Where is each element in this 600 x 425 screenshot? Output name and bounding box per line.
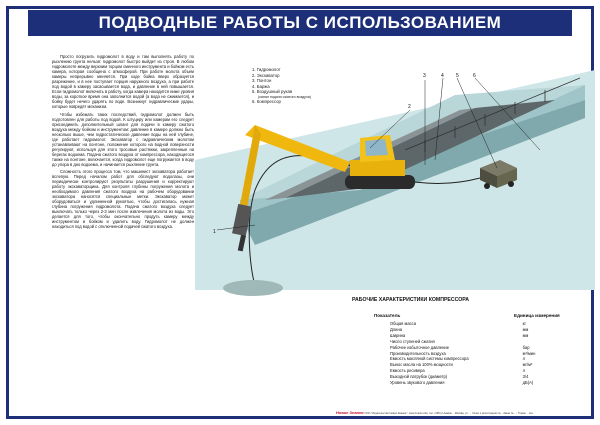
footer: [336, 410, 533, 415]
compressor-spec-table: [352, 297, 570, 386]
spec-unit: л: [522, 368, 526, 374]
spec-unit: кг: [522, 321, 526, 326]
spec-param: Число ступеней сжатия: [390, 338, 435, 344]
paragraph-3: Сложность этого процесса том, что машинист экскаватора работает вслепую. Перед началом работ для обследуют водолазы, они периодически контролируют результаты разрушения и корректируют работу экскаваторщика. Для контроля глубины погружения молота и необходимого давления сжатого воздуха на рабочем оборудовании экскаватора наносятся специальные метки. Экскаватор может оборудоваться и удлиненной рукоятью, чтобы достигалась нужная глубина погружения гидромолота. Подача сжатого воздуха следует выключать только через 2-3 мин после извлечения молота из воды. Это делается для того, чтобы окончательно продуть камеру между инструментом и бойком и удалить воду. Гидромолот не должен находиться под водой с отключенной подачей сжатого воздуха.: [52, 169, 194, 229]
spec-param: Емкость масляной системы компрессора: [390, 356, 469, 362]
legend-item-note: (канал подачи сжатого воздуха): [258, 94, 311, 99]
legend-item: 3. Понтон: [252, 78, 272, 84]
legend-item: 4. Баржа: [252, 83, 270, 89]
callout-4: 4: [441, 73, 444, 79]
spec-param: Уровень звукового давления: [390, 380, 445, 386]
paragraph-1: Просто погрузить гидромолот в воду и там выполнять работу по рыхлению грунта нельзя: гидромолот быстро выйдет из строя. В любом гидромолоте между верхним торцом сменного инструмента и бойком есть камера, которая сообщена с атмосферой. При работе молота объем камеры непрерывно меняется. При ходе бойка вверх образуется разрежение, и в нее поступает порция наружного воздуха, а при работе под водой в камеру засасывается вода, и давление в ней повышается. Если гидромолот включить в работу, когда камера находится ниже уровня воды, за короткое время она заполнится водой (а вода не сжимается), и бойку будет нечего ударять по воде. Возникнут гидравлические удары, которые повредят механизм.: [52, 54, 194, 109]
spec-header: [352, 313, 570, 318]
spec-row: [352, 380, 570, 386]
spec-unit: л: [522, 356, 526, 362]
spec-param: Емкость ресивера: [390, 368, 425, 374]
spec-unit: мм: [522, 326, 529, 332]
spec-param: Производительность воздуха: [390, 350, 446, 356]
callout-2: 2: [408, 104, 411, 110]
callout-3: 3: [423, 73, 426, 79]
legend-item: 6. Компрессор: [252, 99, 281, 105]
spec-param: Рабочее избыточное давление: [390, 344, 449, 350]
spec-param: Общая масса: [390, 321, 416, 326]
spec-title: РАБОЧИЕ ХАРАКТЕРИСТИКИ КОМПРЕССОРА: [352, 297, 470, 303]
legend-item: 5. Воздушный рукав: [252, 89, 293, 95]
spec-unit: дБ(А): [522, 380, 534, 386]
paragraph-2: Чтобы избежать таких последствий, гидромолот должен быть подготовлен для работы под водой. К штуцеру или камерам его следует присоединить дополнительный шланг для подачи в камеру сжатого воздуха между бойком и инструментом: давление в камере должно быть несколько выше, чем гидростатическое давление воды на ней глубине, где работает гидромолот. Экскаватор с гидравлическим молотом устанавливают на понтоне, положение которого на водной поверхности регулируют, используя для этого тросовые растяжки, закрепленные на берегах водоема. Подача сжатого воздуха от компрессора, находящегося также на понтоне, включается, когда гидромолот еще погружается в воду до упора в дно водоема, и начинается рыхление грунта.: [52, 111, 194, 167]
publisher-logo-text: Новое Знание: [336, 410, 364, 415]
callout-5: 5: [456, 73, 459, 79]
footer-imprint: ООО "Издательство Новое Знание", www.znanie.info, тел. (495) 2-Ааммо... Москва, ул. ... Св-во о регистрации №... Заказ № ...; Тираж ... экз.: [364, 412, 534, 415]
spec-unit: мг/м³: [522, 362, 533, 368]
spec-param: Ширина: [390, 332, 406, 338]
page-title: ПОДВОДНЫЕ РАБОТЫ С ИСПОЛЬЗОВАНИЕМ ГИДРОМОЛОТА: [28, 10, 572, 36]
callout-1: 1: [213, 229, 216, 235]
legend-item: 2. Экскаватор: [252, 72, 280, 78]
legend: [252, 67, 311, 105]
spec-unit: мм: [522, 332, 529, 338]
spec-unit: 3/4: [522, 374, 529, 380]
spec-unit: м³/мин: [522, 350, 536, 356]
spec-param: Вынос масла на 100% мощности: [390, 362, 453, 368]
legend-item: 1. Гидромолот: [252, 67, 281, 72]
description-text: [52, 54, 194, 232]
spec-unit: бар: [522, 344, 530, 350]
spec-rows: [352, 321, 570, 386]
callout-6: 6: [473, 73, 476, 79]
spec-param: Выходной патрубок (диаметр): [390, 374, 448, 380]
spec-col-param: Показатель: [374, 313, 401, 318]
spec-param: Длина: [390, 326, 402, 332]
spec-col-unit: Единица измерения: [514, 313, 560, 318]
